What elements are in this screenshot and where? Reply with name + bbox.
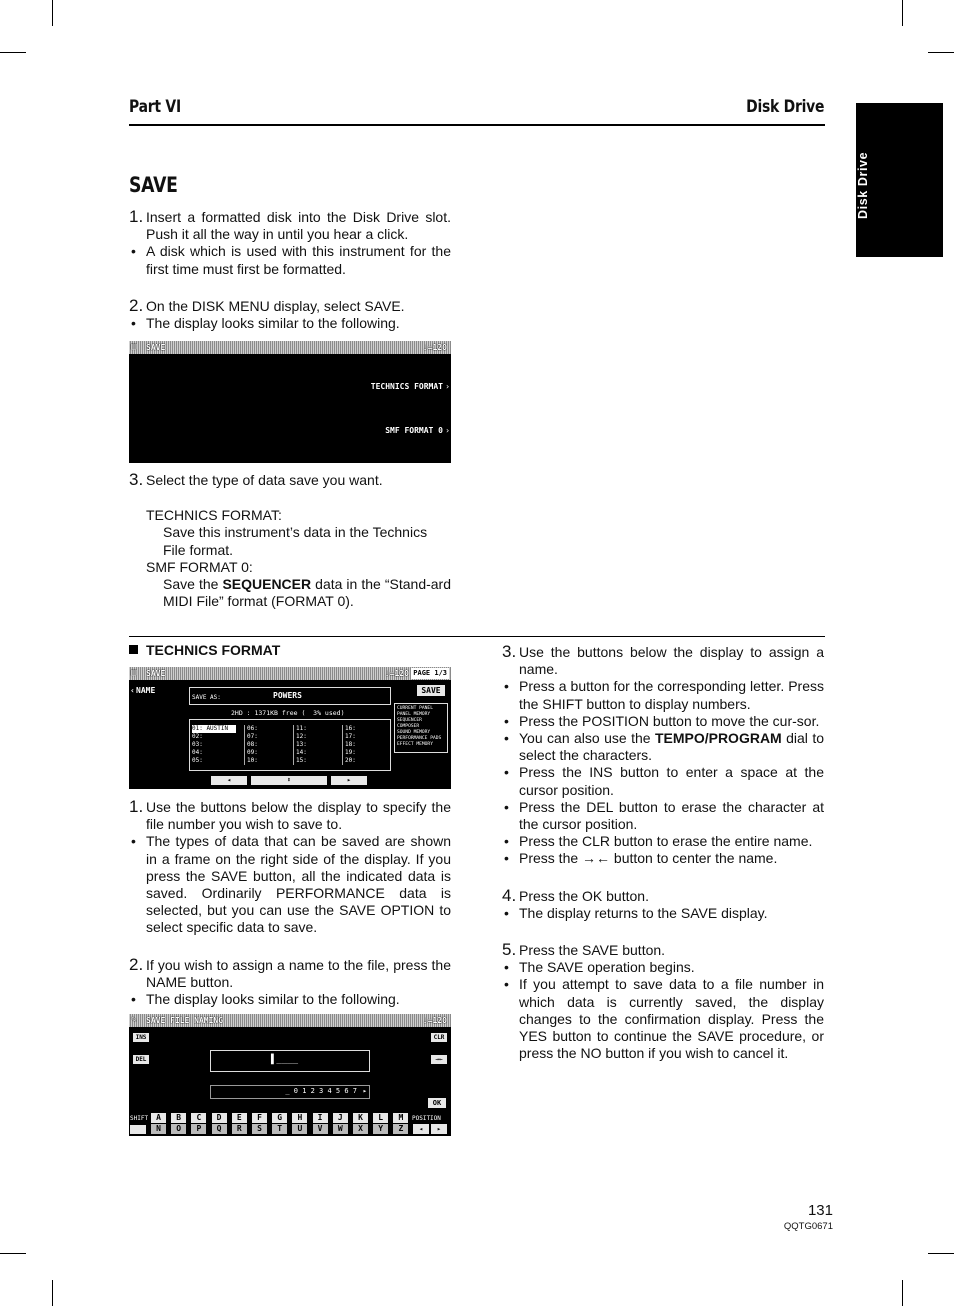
key-q[interactable]: Q <box>212 1124 227 1134</box>
del-button[interactable]: DEL <box>133 1055 149 1064</box>
bullet-item: • The display looks similar to the following. <box>129 315 451 332</box>
crop-mark <box>928 52 954 53</box>
bullet-item: • If you attempt to save data to a file number in which data is currently saved, the display changes to the confirmation display. Press the YES button to continue the SAVE procedure, or press the NO button if you wish to cancel it. <box>502 976 824 1062</box>
technics-save-screen <box>129 667 451 789</box>
key-i[interactable]: I <box>313 1113 328 1123</box>
file-slot[interactable]: 18: <box>345 741 356 748</box>
key-w[interactable]: W <box>333 1124 348 1134</box>
file-slot[interactable]: 07: <box>247 733 258 740</box>
save-as-label: SAVE AS: <box>192 694 221 701</box>
step-text: On the DISK MENU display, select SAVE. <box>146 297 405 314</box>
shift-label: SHIFT <box>130 1115 149 1122</box>
screen-title-bar <box>129 341 451 354</box>
data-type: SOUND MEMORY <box>397 730 431 735</box>
page-indicator[interactable]: PAGE 1/3 <box>413 669 447 677</box>
ok-button[interactable]: OK <box>428 1098 446 1108</box>
bullet-item: • Press the CLR button to erase the entire name. <box>502 833 824 850</box>
key-y[interactable]: Y <box>373 1124 388 1134</box>
scroll-right-button[interactable]: ▸ <box>331 776 367 785</box>
key-u[interactable]: U <box>292 1124 307 1134</box>
key-s[interactable]: S <box>252 1124 267 1134</box>
crop-mark <box>52 0 53 26</box>
right-column <box>502 644 824 1062</box>
page-number: 131 <box>807 1202 833 1219</box>
document-code: QQTG0671 <box>783 1221 833 1232</box>
header-part: Part VI <box>129 97 181 117</box>
save-button[interactable]: SAVE <box>417 685 445 696</box>
bullet-item: • Press the →← button to center the name. <box>502 850 824 867</box>
file-column <box>342 725 390 765</box>
bullet-item: • Press the DEL button to erase the character at the cursor position. <box>502 799 824 833</box>
step-text: Use the buttons below the display to assign a name. <box>519 644 824 678</box>
character-strip[interactable] <box>210 1085 370 1099</box>
step-number: 2. <box>129 954 144 974</box>
crop-mark <box>52 1280 53 1306</box>
step-text: Press the SAVE button. <box>519 942 666 959</box>
chevron-left-icon: ‹ <box>130 686 135 695</box>
disk-info: 2HD : 1371KB free ( 3% used) <box>231 709 345 717</box>
digit-strip: _ 0 1 2 3 4 5 6 7 <box>285 1087 357 1095</box>
save-file-naming-screen <box>129 1014 451 1136</box>
position-right-button[interactable]: ▸ <box>431 1124 447 1134</box>
left-column-step3 <box>129 472 451 610</box>
key-g[interactable]: G <box>272 1113 287 1123</box>
tempo-readout: ♩=120 <box>422 1016 447 1025</box>
key-t[interactable]: T <box>272 1124 287 1134</box>
file-slot[interactable]: 16: <box>345 725 356 732</box>
key-f[interactable]: F <box>252 1113 267 1123</box>
crop-mark <box>928 1253 954 1254</box>
key-m[interactable]: M <box>393 1113 408 1123</box>
disk-icon: ▤ <box>131 342 137 352</box>
step-number: 4. <box>502 885 517 905</box>
name-button[interactable]: NAME <box>136 686 156 695</box>
step-number: 5. <box>502 940 517 960</box>
bullet-item: • Press a button for the corresponding letter. Press the SHIFT button to display numbers. <box>502 678 824 712</box>
file-slot[interactable]: 13: <box>296 741 307 748</box>
file-slot-selected[interactable]: 01: AUSTIN <box>192 725 236 733</box>
file-slot[interactable]: 04: <box>192 749 203 756</box>
format-description: Save the SEQUENCER data in the “Stand-ard MIDI File” format (FORMAT 0). <box>163 576 451 610</box>
step-number: 3. <box>502 642 517 661</box>
data-type-frame <box>394 703 448 753</box>
center-button[interactable]: →← <box>431 1055 447 1064</box>
left-column <box>129 209 451 332</box>
step-number: 1. <box>129 797 144 816</box>
key-v[interactable]: V <box>313 1124 328 1134</box>
subsection-heading: TECHNICS FORMAT <box>146 642 281 658</box>
bullet-item: • The types of data that can be saved are shown in a frame on the right side of the display. If you press the SAVE button, all the indicated data is saved. Ordinarily PERFORMANCE data is selected, but you can use the SAVE OPTION to select specific data to save. <box>129 833 451 936</box>
bullet-item: • Press the INS button to enter a space at the cursor position. <box>502 764 824 798</box>
key-a[interactable]: A <box>151 1113 166 1123</box>
key-x[interactable]: X <box>353 1124 368 1134</box>
tempo-readout: ♩=120 <box>422 343 447 352</box>
chevron-right-icon: › <box>445 382 450 391</box>
file-slot[interactable]: 09: <box>247 749 258 756</box>
data-type: PANEL MEMORY <box>397 712 431 717</box>
key-n[interactable]: N <box>151 1124 166 1134</box>
shift-button[interactable] <box>130 1125 146 1134</box>
edit-icon: ✎ <box>131 1015 137 1025</box>
file-slot[interactable]: 11: <box>296 725 307 732</box>
step-text: Select the type of data save you want. <box>146 472 383 488</box>
key-c[interactable]: C <box>191 1113 206 1123</box>
file-slot[interactable]: 19: <box>345 749 356 756</box>
format-description: Save this instrument’s data in the Technics File format. <box>163 524 428 558</box>
header-rule <box>129 124 825 126</box>
file-column <box>293 725 341 765</box>
screen-title-bar <box>129 1014 451 1027</box>
section-rule <box>129 636 825 637</box>
step-text: If you wish to assign a name to the file, press the NAME button. <box>146 956 451 990</box>
bullet-item: • The display looks similar to the following. <box>129 991 451 1008</box>
key-z[interactable]: Z <box>393 1124 408 1134</box>
position-left-button[interactable]: ◂ <box>413 1124 429 1134</box>
key-k[interactable]: K <box>353 1113 368 1123</box>
data-type: PERFORMANCE PADS <box>397 736 442 741</box>
step-text: Press the OK button. <box>519 887 649 904</box>
key-j[interactable]: J <box>333 1113 348 1123</box>
key-b[interactable]: B <box>171 1113 186 1123</box>
key-o[interactable]: O <box>171 1124 186 1134</box>
file-slot[interactable]: 10: <box>247 757 258 764</box>
screen-title: SAVE <box>146 669 166 678</box>
crop-mark <box>0 52 26 53</box>
bullet-item: • The SAVE operation begins. <box>502 959 824 976</box>
section-title: SAVE <box>129 173 178 197</box>
key-h[interactable]: H <box>292 1113 307 1123</box>
file-slot[interactable]: 06: <box>247 725 258 732</box>
bullet-item: • The display returns to the SAVE display. <box>502 905 824 922</box>
file-column <box>192 725 237 765</box>
header-section: Disk Drive <box>745 97 824 117</box>
file-slot[interactable]: 02: <box>192 733 203 740</box>
bullet-item: • A disk which is used with this instrument for the first time must first be formatted. <box>129 243 451 277</box>
chevron-right-icon: ▸ <box>362 1087 367 1095</box>
file-slot[interactable]: 05: <box>192 757 203 764</box>
save-screen <box>129 341 451 463</box>
tempo-readout: ♩=120 <box>384 669 409 678</box>
crop-mark <box>902 1280 903 1306</box>
side-tab-label: Disk Drive <box>856 151 870 219</box>
file-slot[interactable]: 15: <box>296 757 307 764</box>
data-type: SEQUENCER <box>397 718 422 723</box>
step-text: Insert a formatted disk into the Disk Drive slot. Push it all the way in until you hear a click. <box>146 209 451 243</box>
clr-button[interactable]: CLR <box>431 1033 447 1042</box>
file-slot[interactable]: 03: <box>192 741 203 748</box>
scroll-left-button[interactable]: ◂ <box>211 776 247 785</box>
data-type: CURRENT PANEL <box>397 706 433 711</box>
format-label: SMF FORMAT 0: <box>146 558 253 575</box>
data-type: COMPOSER <box>397 724 420 729</box>
crop-mark <box>902 0 903 26</box>
position-label: POSITION <box>412 1115 441 1122</box>
crop-mark <box>0 1253 26 1254</box>
chevron-right-icon: › <box>445 426 450 435</box>
save-as-field[interactable] <box>189 687 391 705</box>
file-slot[interactable]: 14: <box>296 749 307 756</box>
ins-button[interactable]: INS <box>133 1033 149 1042</box>
data-type: EFFECT MEMORY <box>397 742 433 747</box>
file-slot[interactable]: 12: <box>296 733 307 740</box>
key-l[interactable]: L <box>373 1113 388 1123</box>
format-label: TECHNICS FORMAT: <box>146 507 282 524</box>
scroll-updown-button[interactable]: ⬍ <box>251 776 327 785</box>
file-slot[interactable]: 20: <box>345 757 356 764</box>
bullet-item: • Press the POSITION button to move the cur-sor. <box>502 713 824 730</box>
file-list <box>189 719 391 771</box>
technics-format-option[interactable]: TECHNICS FORMAT <box>370 382 443 391</box>
screen-title: SAVE <box>146 343 166 352</box>
step-number: 3. <box>129 470 144 489</box>
key-e[interactable]: E <box>232 1113 247 1123</box>
technics-left-column <box>129 799 451 1008</box>
key-d[interactable]: D <box>212 1113 227 1123</box>
file-column <box>244 725 292 765</box>
name-cursor: ▌____ <box>271 1055 299 1065</box>
side-tab <box>856 103 943 257</box>
file-slot[interactable]: 08: <box>247 741 258 748</box>
smf-format-option[interactable]: SMF FORMAT 0 <box>385 426 443 435</box>
name-field[interactable] <box>210 1050 370 1072</box>
screen-title: SAVE FILE NAMING <box>146 1016 224 1025</box>
screen-title-bar <box>129 667 451 680</box>
key-p[interactable]: P <box>191 1124 206 1134</box>
step-number: 2. <box>129 295 144 315</box>
key-r[interactable]: R <box>232 1124 247 1134</box>
save-as-value: POWERS <box>273 691 302 700</box>
step-text: Use the buttons below the display to specify the file number you wish to save to. <box>146 799 451 833</box>
square-bullet-icon <box>129 645 138 654</box>
bullet-item: • You can also use the TEMPO/PROGRAM dial to select the characters. <box>502 730 824 764</box>
disk-icon: ▤ <box>131 668 137 678</box>
file-slot[interactable]: 17: <box>345 733 356 740</box>
step-number: 1. <box>129 207 144 226</box>
